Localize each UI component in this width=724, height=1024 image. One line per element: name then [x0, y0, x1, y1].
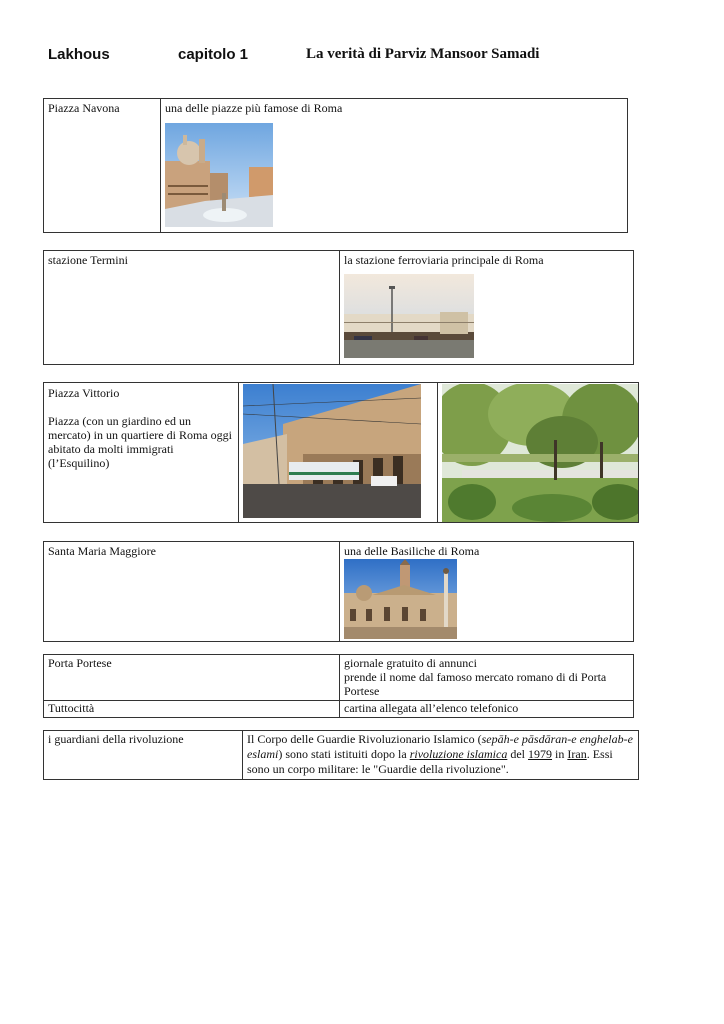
term-piazza-vittorio: Piazza Vittorio — [48, 386, 120, 400]
description-stazione-termini: la stazione ferroviaria principale di Roma — [344, 253, 544, 267]
description-cell — [340, 542, 634, 642]
term-santa-maria-maggiore: Santa Maria Maggiore — [48, 544, 156, 558]
piazza-vittorio-garden-photo — [442, 384, 638, 522]
description-piazza-vittorio: Piazza (con un giardino ed un mercato) in un quartiere di Roma oggi abitato da molti immigrati (l’Esquilino) — [48, 414, 232, 470]
book-title: Lakhous — [48, 46, 110, 63]
term-cell — [44, 383, 239, 523]
term-cell — [44, 542, 340, 642]
document-title: La verità di Parviz Mansoor Samadi — [306, 46, 540, 62]
glossary-table-maggiore — [43, 541, 634, 642]
description-cell — [340, 701, 634, 718]
term-cell — [44, 99, 161, 233]
term-stazione-termini: stazione Termini — [48, 253, 128, 267]
term-tuttocitta: Tuttocittà — [48, 701, 95, 715]
description-porta-portese-line2: prende il nome dal famoso mercato romano di di Porta Portese — [344, 670, 607, 698]
term-cell — [44, 701, 340, 718]
description-cell — [243, 731, 639, 780]
rivoluzione-islamica-link[interactable]: rivoluzione islamica — [409, 747, 508, 761]
description-text: Il Corpo delle Guardie Rivoluzionario Islamico ( — [247, 732, 482, 746]
iran-link[interactable]: Iran — [567, 747, 587, 761]
stazione-termini-photo — [344, 274, 474, 358]
glossary-table-navona — [43, 98, 628, 233]
description-text: . Essi sono un corpo militare: le "Guardie della rivoluzione". — [247, 747, 613, 776]
glossary-table-vittorio — [43, 382, 639, 523]
term-guardiani-rivoluzione: i guardiani della rivoluzione — [48, 732, 184, 746]
term-cell — [44, 731, 243, 780]
chapter-label: capitolo 1 — [178, 46, 249, 63]
description-tuttocitta: cartina allegata all’elenco telefonico — [344, 701, 519, 715]
term-cell — [44, 251, 340, 365]
santa-maria-maggiore-photo — [344, 559, 457, 639]
description-text: del — [507, 747, 529, 761]
piazza-vittorio-street-photo — [243, 384, 421, 518]
term-cell — [44, 655, 340, 701]
photo-cell — [438, 383, 639, 523]
description-porta-portese-line1: giornale gratuito di annunci — [344, 656, 477, 670]
glossary-table-guardiani — [43, 730, 639, 780]
term-porta-portese: Porta Portese — [48, 656, 112, 670]
description-cell — [340, 655, 634, 701]
glossary-table-portese — [43, 654, 634, 718]
term-piazza-navona: Piazza Navona — [48, 101, 120, 115]
description-text: ) sono stati istituiti dopo la — [278, 747, 410, 761]
description-santa-maria-maggiore: una delle Basiliche di Roma — [344, 544, 480, 558]
piazza-navona-photo — [165, 123, 273, 227]
year-1979-link[interactable]: 1979 — [528, 747, 553, 761]
description-piazza-navona: una delle piazze più famose di Roma — [165, 101, 343, 115]
persian-name: sepāh-e pāsdāran-e enghelab-e eslami — [247, 732, 633, 761]
description-cell — [161, 99, 628, 233]
description-cell — [340, 251, 634, 365]
photo-cell — [239, 383, 438, 523]
description-text: in — [552, 747, 568, 761]
glossary-table-termini — [43, 250, 634, 365]
